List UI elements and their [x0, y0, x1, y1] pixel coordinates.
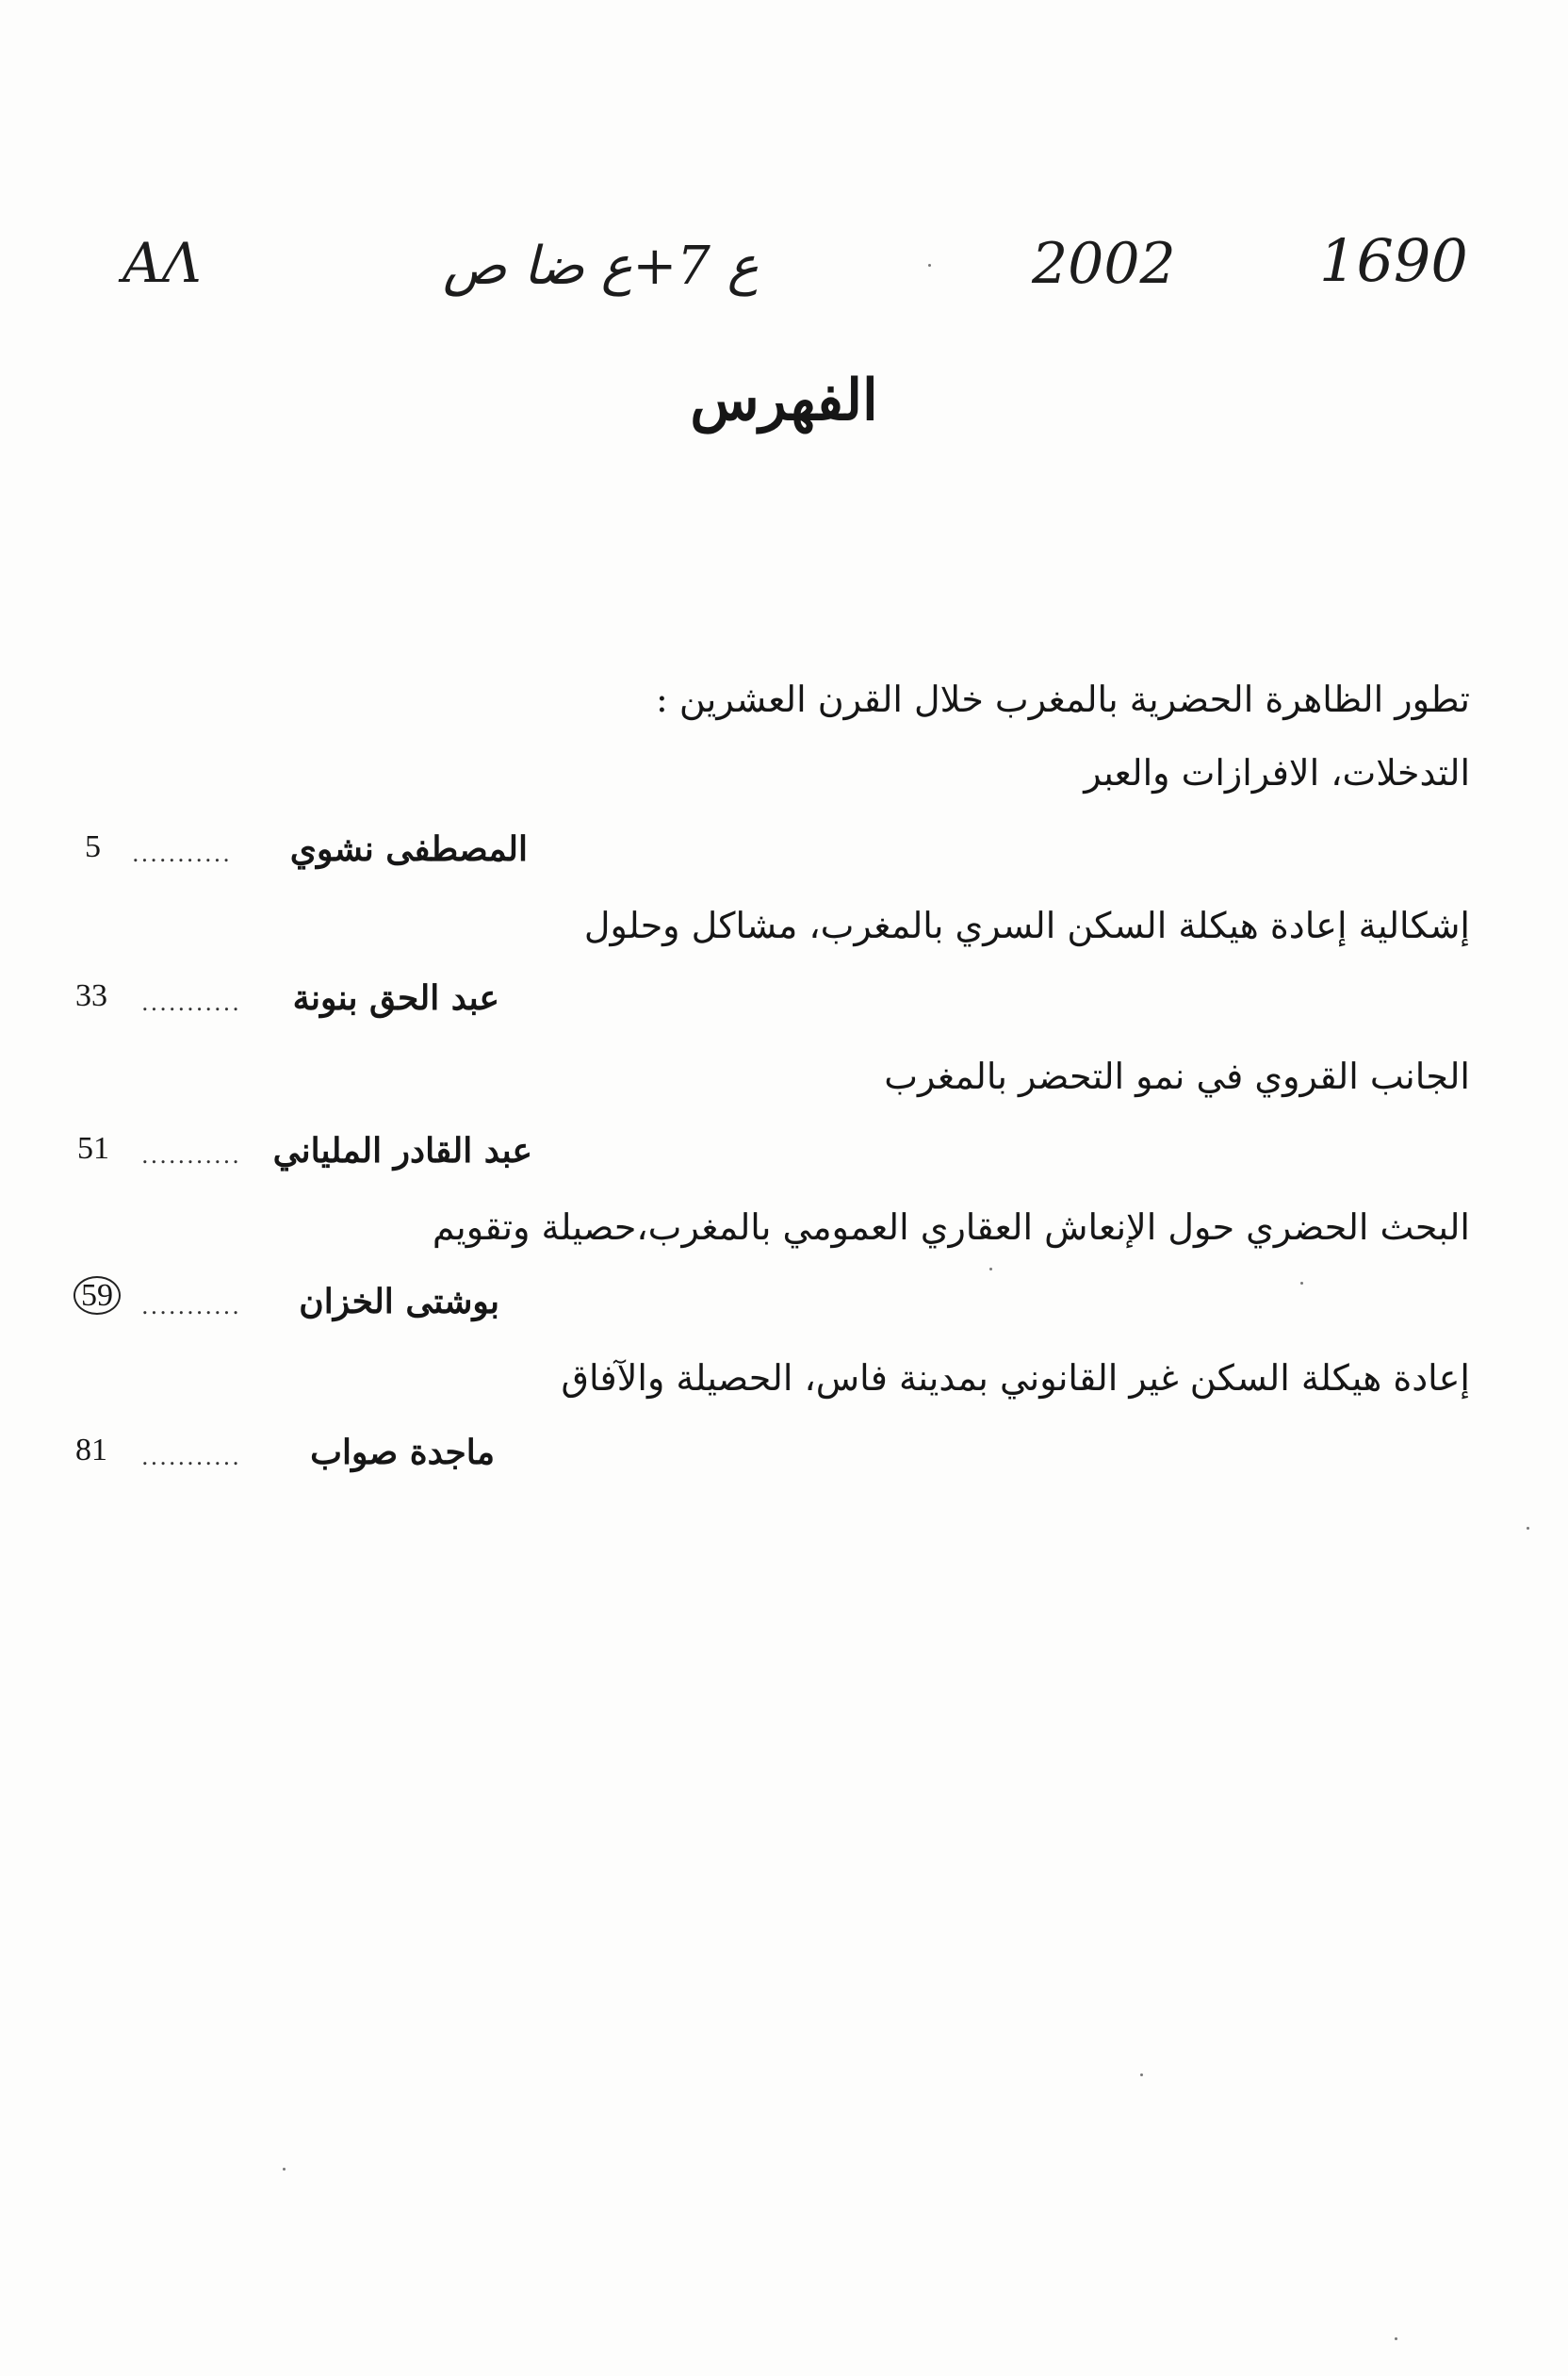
- page-number: 51: [77, 1131, 109, 1166]
- handwritten-number: 1690: [1319, 226, 1468, 295]
- entry-author: عبد الحق بنونة: [292, 978, 499, 1018]
- entry-author: ماجدة صواب: [310, 1433, 495, 1472]
- scan-speck: [989, 1268, 992, 1270]
- page-number: 33: [75, 978, 107, 1013]
- entry-title-line: إشكالية إعادة هيكلة السكن السري بالمغرب، مشاكل وحلول: [583, 905, 1470, 946]
- leader-dots: ...........: [141, 1293, 241, 1319]
- leader-dots: ...........: [141, 1444, 241, 1470]
- scan-speck: [283, 2168, 286, 2171]
- entry-title-line: الجانب القروي في نمو التحضر بالمغرب: [884, 1056, 1470, 1097]
- entry-author: المصطفى نشوي: [289, 829, 528, 869]
- page-number: 59: [74, 1276, 121, 1315]
- entry-author: بوشتى الخزان: [299, 1282, 499, 1321]
- scan-speck: [1395, 2337, 1397, 2340]
- scan-speck: [928, 264, 931, 267]
- handwritten-year: 2002: [1032, 231, 1176, 297]
- leader-dots: ...........: [141, 1142, 241, 1169]
- leader-dots: ...........: [141, 990, 241, 1016]
- scan-speck: [1527, 1527, 1529, 1530]
- handwritten-mark-left: AΛ: [122, 231, 202, 295]
- scan-speck: [1300, 1282, 1303, 1285]
- page-number: 5: [85, 829, 101, 864]
- entry-author: عبد القادر الملياني: [272, 1131, 532, 1171]
- page-number: 81: [75, 1433, 107, 1467]
- entry-title-line: تطور الظاهرة الحضرية بالمغرب خلال القرن العشرين :: [655, 679, 1470, 720]
- entry-title-line: إعادة هيكلة السكن غير القانوني بمدينة فاس، الحصيلة والآفاق: [561, 1357, 1470, 1399]
- page-number-circled: [74, 1278, 121, 1314]
- page-title: الفهرس: [690, 368, 878, 434]
- scan-speck: [1140, 2073, 1143, 2076]
- entry-title-line: التدخلات، الافرازات والعبر: [1084, 752, 1470, 794]
- handwritten-shelf-code: ع 7+ع ضا ص: [443, 236, 760, 297]
- leader-dots: ...........: [132, 841, 232, 867]
- entry-title-line: البحث الحضري حول الإنعاش العقاري العمومي بالمغرب،حصيلة وتقويم: [432, 1206, 1470, 1248]
